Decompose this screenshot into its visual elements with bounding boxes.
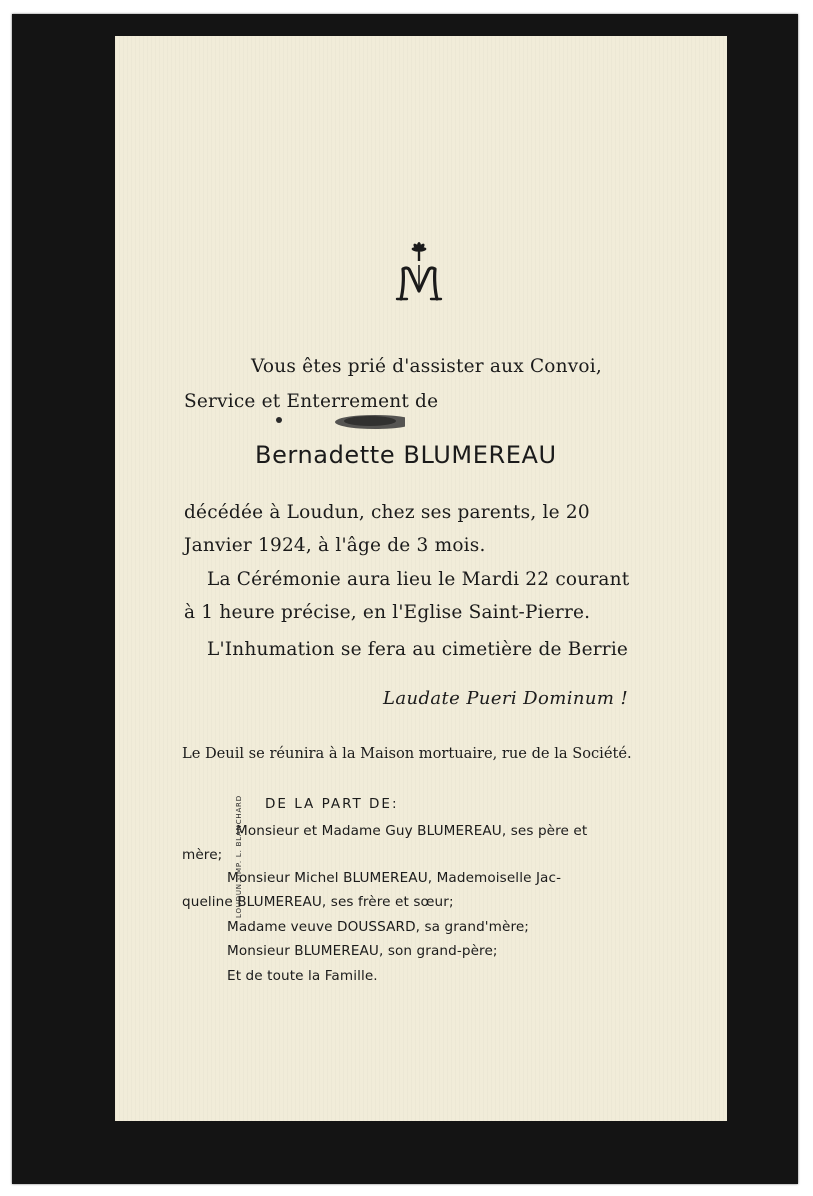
family-parents-line-1: Monsieur et Madame Guy BLUMEREAU, ses père et bbox=[236, 823, 588, 839]
ink-smudge bbox=[275, 414, 405, 430]
intro-line-2: Service et Enterrement de bbox=[184, 391, 439, 412]
family-siblings-line-1: Monsieur Michel BLUMEREAU, Mademoiselle Jac- bbox=[227, 870, 562, 886]
family-grandmother: Madame veuve DOUSSARD, sa grand'mère; bbox=[227, 919, 529, 935]
deceased-name: Bernadette BLUMEREAU bbox=[255, 441, 557, 469]
family-closing: Et de toute la Famille. bbox=[227, 968, 378, 984]
family-siblings-line-2: queline BLUMEREAU, ses frère et sœur; bbox=[182, 894, 454, 910]
on-behalf-of-heading: DE LA PART DE: bbox=[265, 796, 399, 812]
family-parents-line-2: mère; bbox=[182, 847, 223, 863]
ceremony-line-1: La Cérémonie aura lieu le Mardi 22 courant bbox=[207, 569, 630, 590]
funeral-notice-card bbox=[115, 36, 727, 1121]
burial-line: L'Inhumation se fera au cimetière de Berrie bbox=[207, 639, 629, 660]
death-line-1: décédée à Loudun, chez ses parents, le 20 bbox=[184, 502, 590, 523]
printer-mark: LOUDUN.-IMP. L. BLANCHARD bbox=[235, 795, 243, 918]
intro-line-1: Vous êtes prié d'assister aux Convoi, bbox=[251, 356, 602, 377]
marian-monogram-icon bbox=[393, 241, 445, 305]
family-grandfather: Monsieur BLUMEREAU, son grand-père; bbox=[227, 943, 498, 959]
mourning-gathering-line: Le Deuil se réunira à la Maison mortuaire, rue de la Société. bbox=[182, 745, 632, 762]
latin-phrase: Laudate Pueri Dominum ! bbox=[383, 688, 629, 709]
mourning-border bbox=[12, 14, 798, 1184]
death-line-2: Janvier 1924, à l'âge de 3 mois. bbox=[184, 535, 486, 556]
ceremony-line-2: à 1 heure précise, en l'Eglise Saint-Pierre. bbox=[184, 602, 591, 623]
